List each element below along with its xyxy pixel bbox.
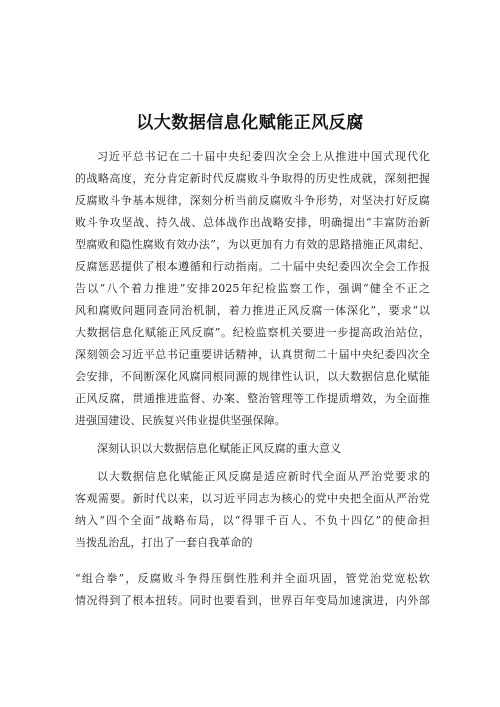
paragraph-1-line-12: 正风反腐，贯通推进监督、办案、整治管理等工作提质增效，为全面推 <box>75 392 430 405</box>
paragraph-1-line-13: 进强国建设、民族复兴伟业提供坚强保障。 <box>75 414 286 427</box>
paragraph-2-line-1: 以大数据信息化赋能正风反腐是适应新时代全面从严治党要求的 <box>97 470 430 483</box>
paragraph-1-line-10: 深刻领会习近平总书记重要讲话精神，认真贯彻二十届中央纪委四次全 <box>75 348 430 361</box>
paragraph-1-line-2: 的战略高度，充分肯定新时代反腐败斗争取得的历史性成就，深刻把握 <box>75 172 430 185</box>
paragraph-1-line-11: 会安排，不间断深化风腐同根同源的规律性认识，以大数据信息化赋能 <box>75 370 430 383</box>
paragraph-1-line-5: 型腐败和隐性腐败有效办法”，为以更加有力有效的思路措施正风肃纪、 <box>75 238 430 251</box>
paragraph-1-line-6: 反腐惩恶提供了根本遵循和行动指南。二十届中央纪委四次全会工作报 <box>75 260 430 273</box>
paragraph-2-line-4: 当拨乱治乱，打出了一套自我革命的 <box>75 536 253 549</box>
paragraph-1-line-7: 告以“八个着力推进”安排2025年纪检监察工作，强调“健全不正之 <box>75 282 430 295</box>
document-title: 以大数据信息化赋能正风反腐 <box>136 113 364 133</box>
paragraph-1-line-9: 大数据信息化赋能正风反腐”。纪检监察机关要进一步提高政治站位， <box>75 326 430 339</box>
paragraph-2-line-3: 纳入“四个全面”战略布局，以“得罪千百人、不负十四亿”的使命担 <box>75 514 430 527</box>
paragraph-3-line-2: 情况得到了根本扭转。同时也要看到，世界百年变局加速演进，内外部 <box>75 594 430 607</box>
paragraph-3-line-1: “组合拳”，反腐败斗争得压倒性胜利并全面巩固，管党治党宽松软 <box>75 572 430 585</box>
paragraph-1-line-8: 风和腐败问题同查同治机制，着力推进正风反腐一体深化”，要求“以 <box>75 304 430 317</box>
paragraph-1-line-4: 败斗争攻坚战、持久战、总体战作出战略安排，明确提出“丰富防治新 <box>75 216 430 229</box>
paragraph-1-line-1: 习近平总书记在二十届中央纪委四次全会上从推进中国式现代化 <box>97 150 430 163</box>
paragraph-1-line-3: 反腐败斗争基本规律，深刻分析当前反腐败斗争形势，对坚决打好反腐 <box>75 194 430 207</box>
section-heading: 深刻认识以大数据信息化赋能正风反腐的重大意义 <box>97 442 342 455</box>
paragraph-2-line-2: 客观需要。新时代以来，以习近平同志为核心的党中央把全面从严治党 <box>75 492 430 505</box>
